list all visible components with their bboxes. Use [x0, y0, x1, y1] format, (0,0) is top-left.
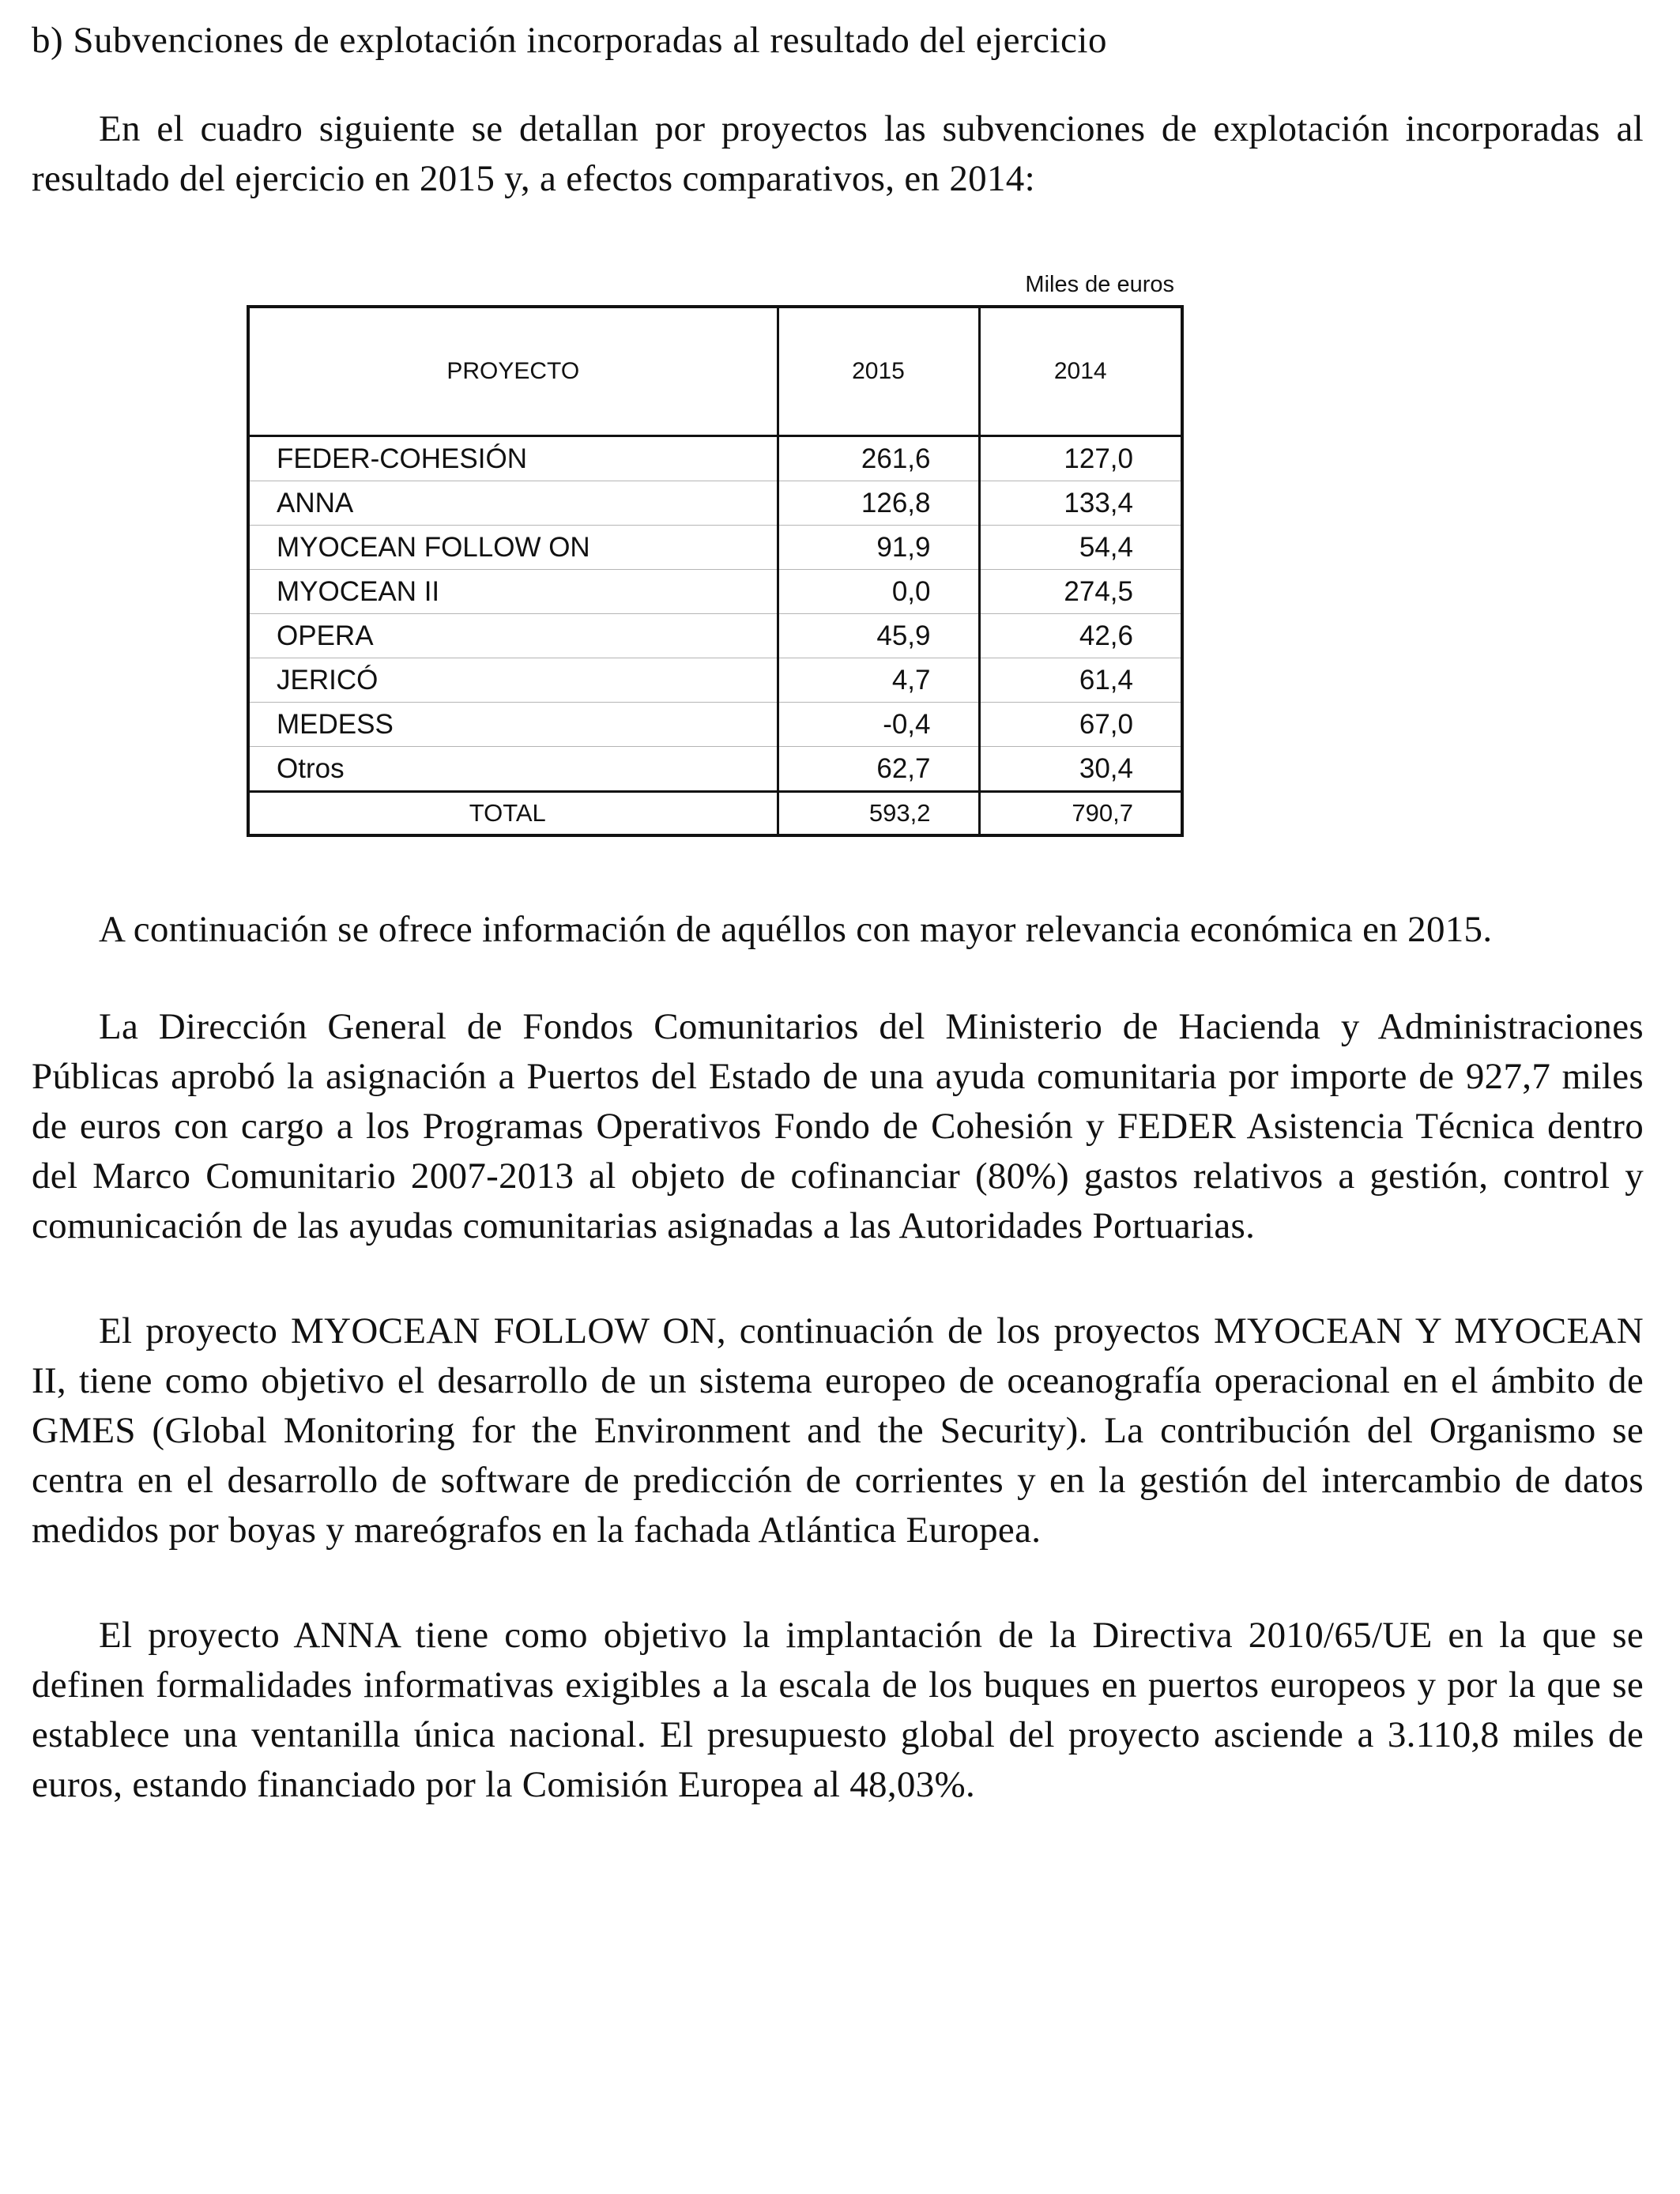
table-row [248, 703, 1182, 747]
value-2014: 274,5 [979, 570, 1182, 614]
value-2014: 127,0 [979, 436, 1182, 481]
intro-paragraph: En el cuadro siguiente se detallan por proyectos las subvenciones de explotación incorporadas al resultado del ejercicio en 2015 y, a efectos comparativos, en 2014: [32, 108, 1644, 199]
project-name: MEDESS [248, 703, 778, 747]
subsidies-table [247, 305, 1184, 837]
table-row [248, 614, 1182, 658]
project-name: Otros [248, 747, 778, 792]
project-name: MYOCEAN II [248, 570, 778, 614]
table-row [248, 481, 1182, 526]
value-2014: 61,4 [979, 658, 1182, 703]
table-total-row [248, 792, 1182, 836]
unit-note: Miles de euros [1025, 272, 1174, 297]
value-2015: 261,6 [778, 436, 979, 481]
anna-paragraph: El proyecto ANNA tiene como objetivo la implantación de la Directiva 2010/65/UE en la que se definen formalidades informativas exigibles a la escala de los buques en puertos europeos y por la que se establece una ventanilla única nacional. El presupuesto global del proyecto asciende a 3.110,8 miles de euros, estando financiado por la Comisión Europea al 48,03%. [32, 1615, 1644, 1805]
table-row [248, 658, 1182, 703]
value-2015: -0,4 [778, 703, 979, 747]
section-heading: b) Subvenciones de explotación incorporadas al resultado del ejercicio [32, 20, 1107, 61]
value-2014: 133,4 [979, 481, 1182, 526]
table-row [248, 747, 1182, 792]
value-2015: 0,0 [778, 570, 979, 614]
total-2014: 790,7 [979, 792, 1182, 836]
value-2015: 4,7 [778, 658, 979, 703]
value-2015: 126,8 [778, 481, 979, 526]
table-row [248, 570, 1182, 614]
feder-cohesion-paragraph: La Dirección General de Fondos Comunitarios del Ministerio de Hacienda y Administraciones Públicas aprobó la asignación a Puertos del Estado de una ayuda comunitaria por importe de 927,7 miles de euros con cargo a los Programas Operativos Fondo de Cohesión y FEDER Asistencia Técnica dentro del Marco Comunitario 2007-2013 al objeto de cofinanciar (80%) gastos relativos a gestión, control y comunicación de las ayudas comunitarias asignadas a las Autoridades Portuarias. [32, 1006, 1644, 1246]
table-header-row [248, 307, 1182, 436]
project-name: FEDER-COHESIÓN [248, 436, 778, 481]
value-2015: 45,9 [778, 614, 979, 658]
continuation-paragraph: A continuación se ofrece información de aquéllos con mayor relevancia económica en 2015. [99, 909, 1493, 950]
value-2014: 67,0 [979, 703, 1182, 747]
value-2015: 62,7 [778, 747, 979, 792]
total-label: TOTAL [248, 792, 778, 836]
value-2015: 91,9 [778, 526, 979, 570]
table-row [248, 526, 1182, 570]
header-2015: 2015 [778, 307, 979, 436]
document-page [32, 14, 1644, 1810]
total-2015: 593,2 [778, 792, 979, 836]
table-row [248, 436, 1182, 481]
value-2014: 42,6 [979, 614, 1182, 658]
value-2014: 54,4 [979, 526, 1182, 570]
project-name: ANNA [248, 481, 778, 526]
header-project: PROYECTO [248, 307, 778, 436]
myocean-paragraph: El proyecto MYOCEAN FOLLOW ON, continuación de los proyectos MYOCEAN Y MYOCEAN II, tiene como objetivo el desarrollo de un sistema europeo de oceanografía operacional en el ámbito de GMES (Global Monitoring for the Environment and the Security). La contribución del Organismo se centra en el desarrollo de software de predicción de corrientes y en la gestión del intercambio de datos medidos por boyas y mareógrafos en la fachada Atlántica Europea. [32, 1310, 1644, 1551]
project-name: OPERA [248, 614, 778, 658]
project-name: JERICÓ [248, 658, 778, 703]
value-2014: 30,4 [979, 747, 1182, 792]
subsidies-table-block [247, 270, 1181, 837]
project-name: MYOCEAN FOLLOW ON [248, 526, 778, 570]
header-2014: 2014 [979, 307, 1182, 436]
